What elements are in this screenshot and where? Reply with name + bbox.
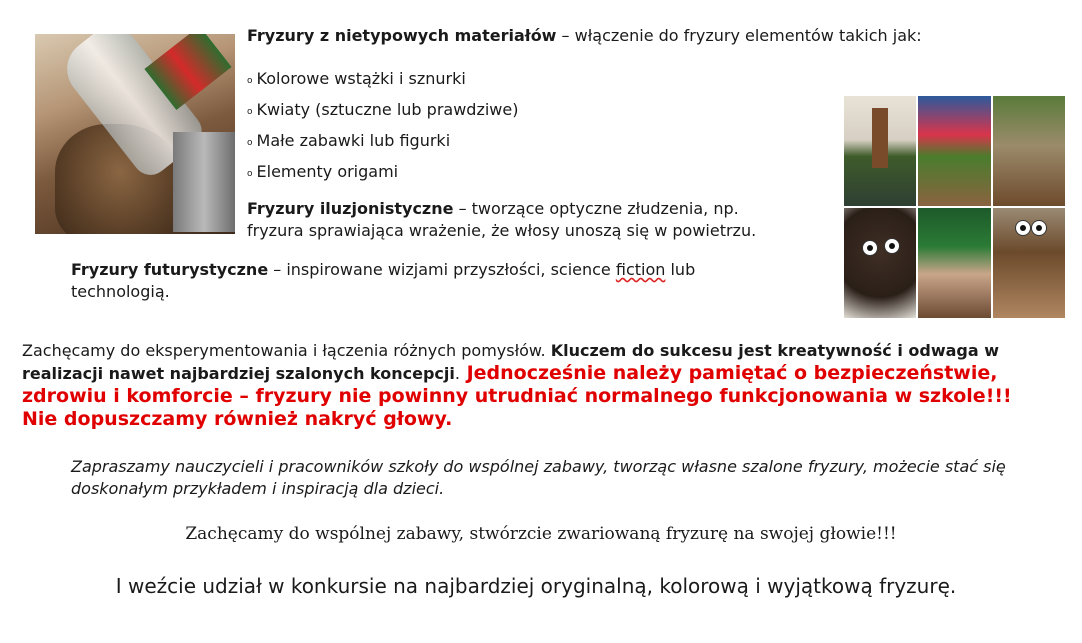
- text-illusion-line2: fryzura sprawiająca wrażenie, że włosy unoszą się w powietrzu.: [247, 221, 757, 240]
- teachers-invitation: Zapraszamy nauczycieli i pracowników szkoły do wspólnej zabawy, tworząc własne szalone fryzury, możecie stać się doskonałym przykładem i inspiracją dla dzieci.: [71, 457, 1006, 498]
- main-paragraph-bold-end: .: [454, 364, 460, 383]
- text-futuristic-a: – inspirowane wizjami przyszłości, science: [268, 260, 616, 279]
- list-item: [247, 156, 518, 187]
- heading-illusion: Fryzury iluzjonistyczne: [247, 199, 454, 218]
- bullet-icon: o: [247, 106, 253, 117]
- bullet-icon: o: [247, 137, 253, 148]
- collage-photo-antennae: [918, 208, 990, 318]
- list-item-text: Kolorowe wstążki i sznurki: [256, 68, 466, 88]
- collage-photo-dog-face: [844, 208, 916, 318]
- photo-bottle-hairstyle: [35, 34, 235, 234]
- bullet-icon: o: [247, 168, 253, 179]
- bullet-icon: o: [247, 75, 253, 86]
- collage-photo-palm-tree: [844, 96, 916, 206]
- list-item-text: Kwiaty (sztuczne lub prawdziwe): [256, 99, 519, 119]
- invitation-line: Zachęcamy do wspólnej zabawy, stwórzcie zwariowaną fryzurę na swojej głowie!!!: [185, 524, 897, 544]
- text-futuristic-b: lub: [665, 260, 696, 279]
- googly-eye-icon: [862, 240, 878, 256]
- section-illusion: [247, 198, 756, 242]
- contest-line: I weźcie udział w konkursie na najbardziej oryginalną, kolorową i wyjątkową fryzurę.: [115, 574, 957, 598]
- collage-photo-snack-bag: [918, 96, 990, 206]
- main-paragraph: [22, 340, 1042, 431]
- collage-photo-bird-nest: [993, 96, 1065, 206]
- heading-futuristic: Fryzury futurystyczne: [71, 260, 269, 279]
- main-paragraph-intro: Zachęcamy do eksperymentowania i łączenia różnych pomysłów.: [22, 341, 551, 360]
- text-illusion-line1: – tworzące optyczne złudzenia, np.: [453, 199, 739, 218]
- section-unusual-materials: [247, 25, 922, 47]
- main-paragraph-bold: Kluczem do sukcesu jest kreatywność i odwaga w realizacji nawet najbardziej szalonych koncepcji: [22, 341, 1000, 383]
- list-item: [247, 94, 518, 125]
- photo-collage: [844, 96, 1065, 318]
- list-item-text: Małe zabawki lub figurki: [256, 130, 451, 150]
- googly-eye-icon: [1031, 220, 1047, 236]
- main-paragraph-warning: Jednocześnie należy pamiętać o bezpieczeństwie, zdrowiu i komforcie – fryzury nie powinny utrudniać normalnego funkcjonowania w szkole!!! Nie dopuszczamy również nakryć głowy.: [22, 362, 1012, 430]
- spellcheck-word: fiction: [615, 260, 666, 279]
- heading-unusual-materials: Fryzury z nietypowych materiałów: [247, 26, 557, 45]
- googly-eye-icon: [1015, 220, 1031, 236]
- googly-eye-icon: [884, 238, 900, 254]
- text-futuristic-line2: technologią.: [71, 282, 170, 301]
- list-item: [247, 63, 518, 94]
- photo-cup: [173, 132, 235, 232]
- collage-photo-spider-braids: [993, 208, 1065, 318]
- text-unusual-materials: – włączenie do fryzury elementów takich jak:: [556, 26, 922, 45]
- list-item: [247, 125, 518, 156]
- section-futuristic: [71, 259, 695, 303]
- list-item-text: Elementy origami: [256, 161, 399, 181]
- materials-list: [247, 63, 518, 187]
